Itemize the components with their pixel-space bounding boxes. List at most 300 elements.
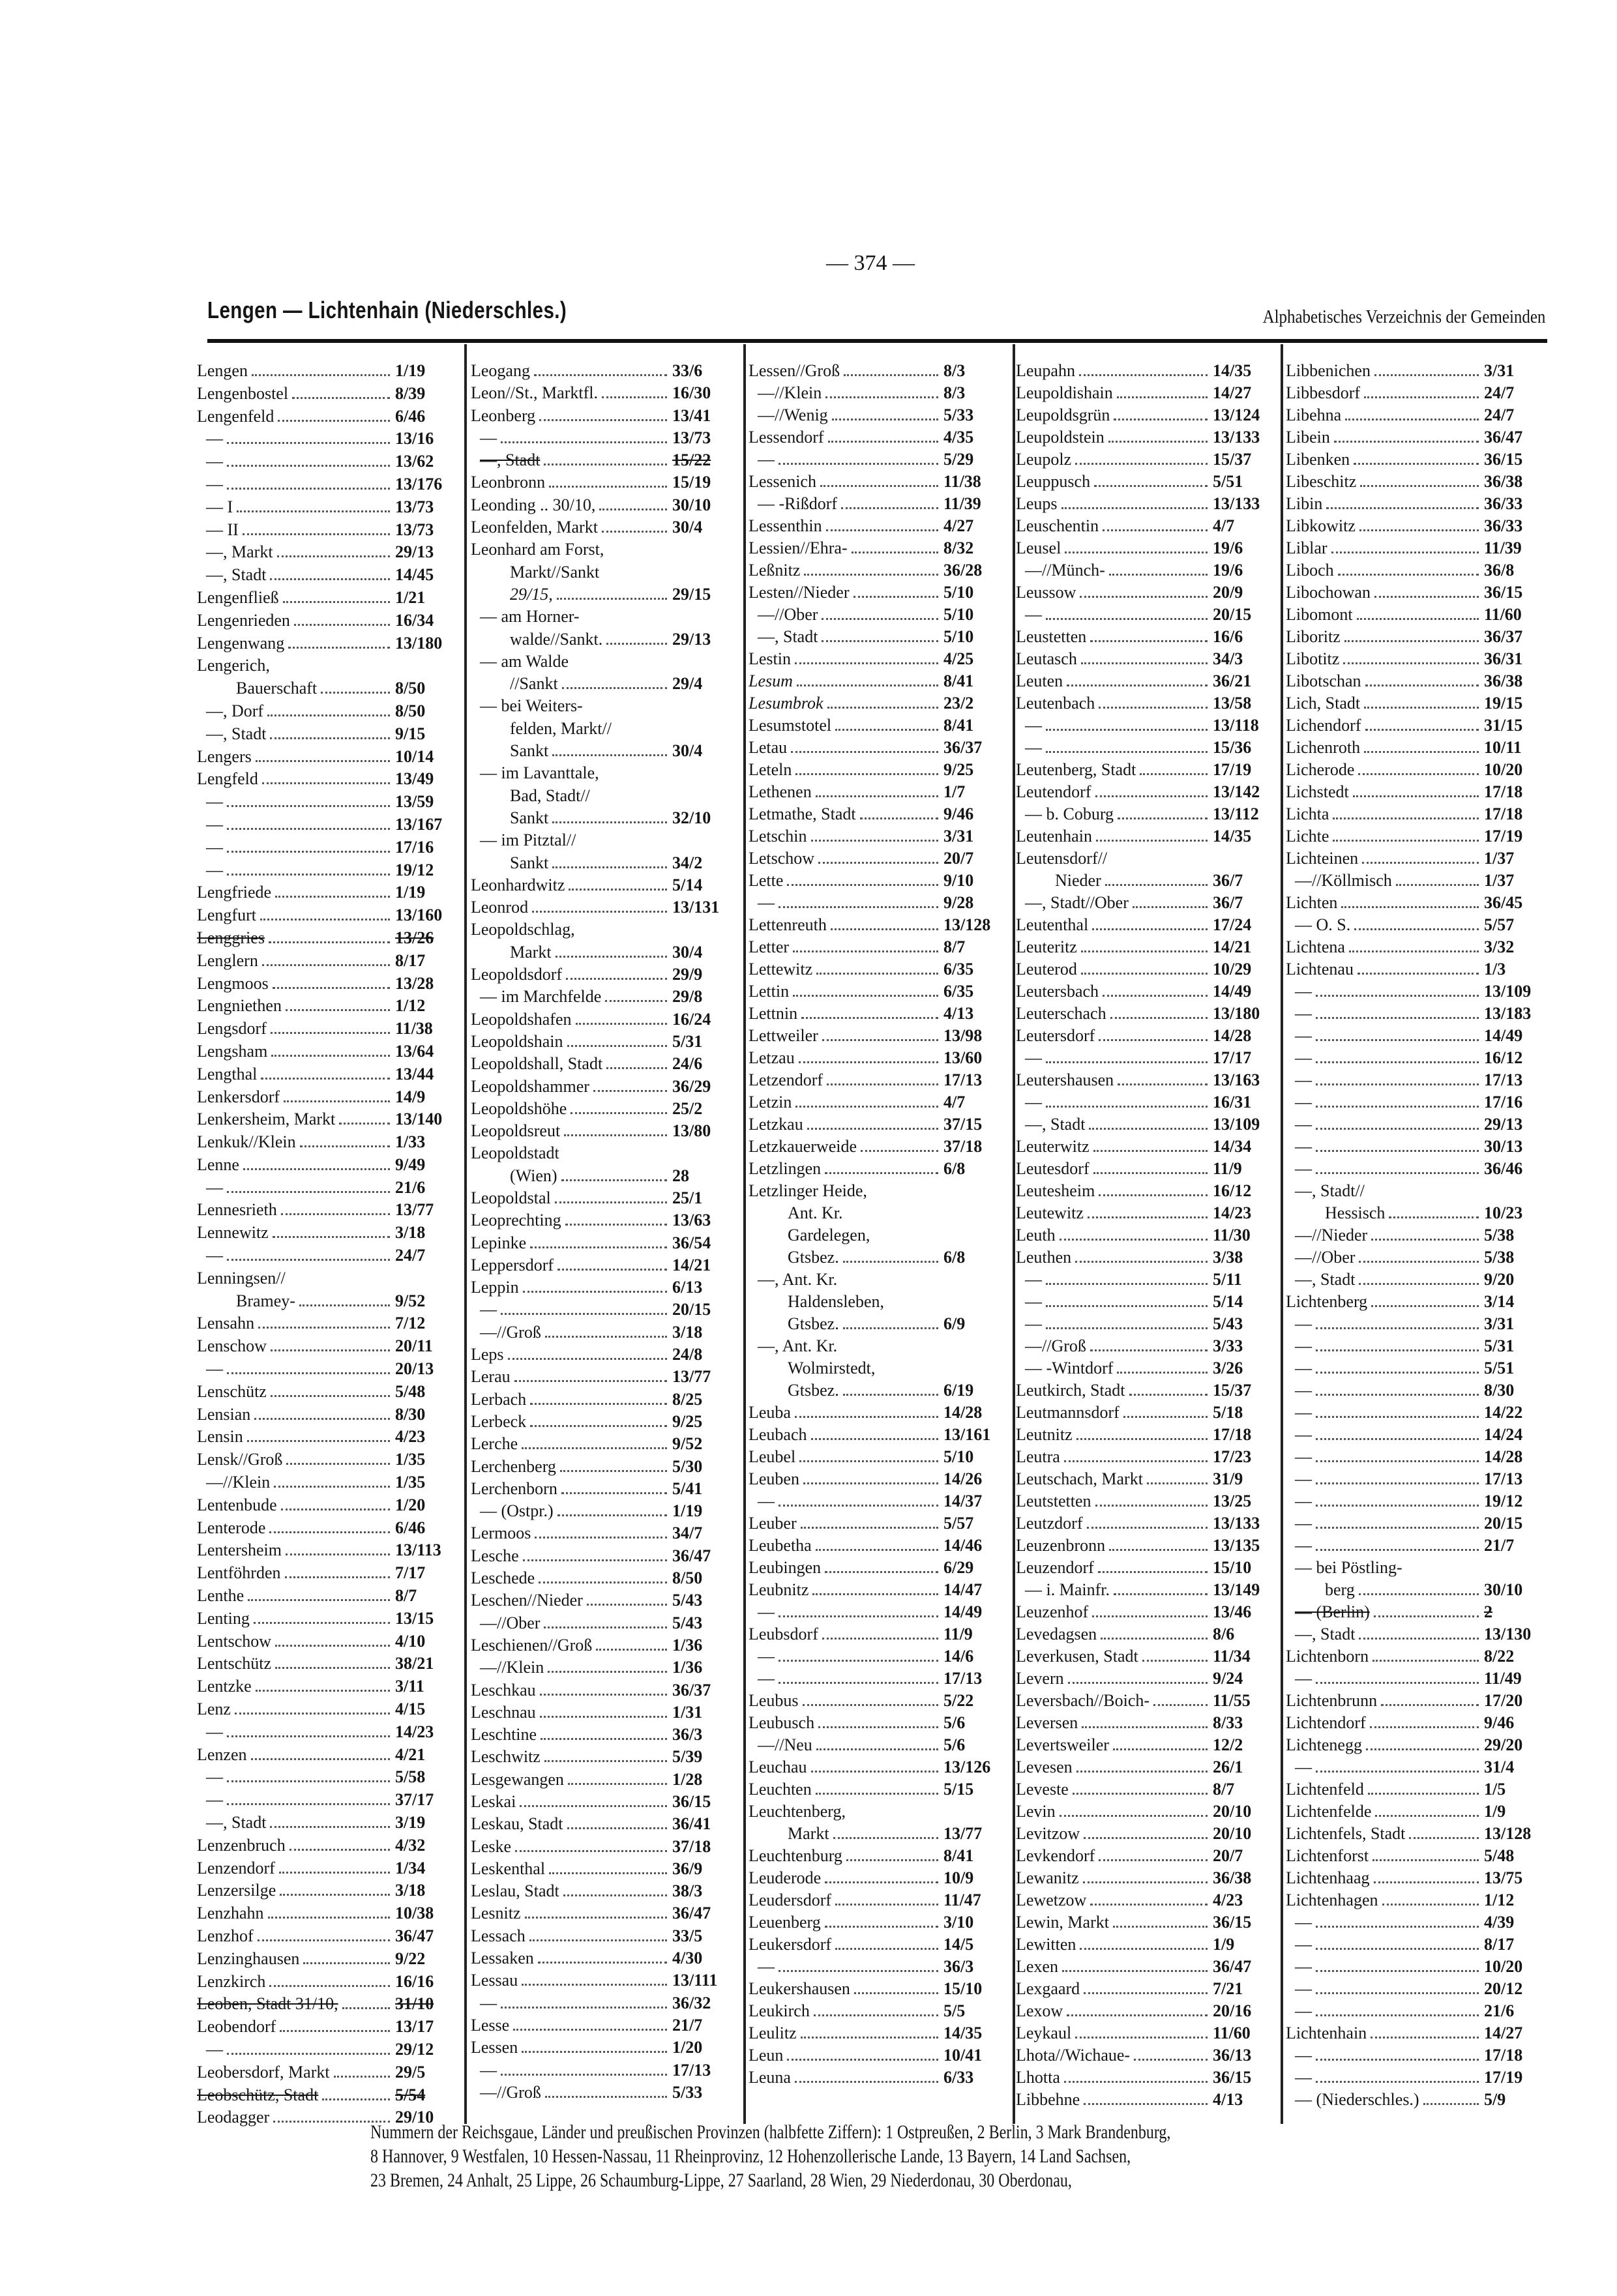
entry-reference: 15/10	[943, 1979, 983, 1998]
leader-dots	[1316, 2014, 1479, 2016]
leader-dots	[779, 1970, 938, 1972]
entry-reference: 13/128	[943, 915, 991, 934]
leader-dots	[561, 1179, 667, 1181]
entry-reference: 4/25	[943, 649, 974, 668]
index-entry	[471, 1411, 735, 1433]
leader-dots	[1081, 950, 1208, 952]
entry-reference: 11/30	[1213, 1226, 1251, 1244]
entry-name: Leodagger	[197, 2108, 270, 2127]
entry-reference: 13/98	[943, 1026, 983, 1045]
entry-reference: 1/37	[1484, 849, 1515, 868]
index-entry	[197, 1993, 458, 2016]
entry-reference: 33/6	[672, 361, 703, 380]
entry-reference: 3/18	[672, 1322, 703, 1342]
entry-reference: 36/3	[943, 1957, 974, 1976]
entry-name: — i. Mainfr.	[1025, 1580, 1110, 1599]
index-entry	[1286, 692, 1547, 714]
index-entry	[749, 1734, 1006, 1756]
entry-reference: 11/38	[395, 1019, 433, 1038]
entry-name: Leske	[471, 1836, 512, 1856]
index-entry	[1016, 847, 1275, 870]
index-entry	[197, 405, 458, 428]
entry-name: Letzlingen	[749, 1159, 822, 1178]
index-entry	[749, 1357, 1006, 1379]
index-entry	[471, 583, 735, 606]
leader-dots	[523, 1559, 667, 1561]
entry-reference: 3/18	[395, 1223, 426, 1243]
leader-dots	[1060, 1239, 1208, 1241]
entry-reference: 6/8	[943, 1248, 966, 1267]
index-entry	[749, 1379, 1006, 1402]
entry-name: (Wien)	[510, 1166, 557, 1185]
entry-reference: 13/58	[1213, 694, 1252, 713]
entry-reference: 8/3	[943, 383, 966, 402]
entry-reference: 20/7	[1213, 1846, 1243, 1865]
entry-reference: 11/9	[943, 1625, 973, 1643]
leader-dots	[566, 978, 667, 980]
entry-name: Lenglern	[197, 950, 258, 970]
leader-dots	[1088, 1216, 1208, 1218]
entry-name: Libehna	[1286, 405, 1342, 424]
entry-reference: 1/37	[1484, 871, 1515, 890]
entry-name: Leonfelden, Markt	[471, 518, 598, 537]
index-entry	[1286, 1357, 1547, 1379]
index-entry	[471, 941, 735, 964]
leader-dots	[818, 862, 938, 864]
leader-dots	[275, 1667, 390, 1669]
entry-name: Leuterod	[1016, 960, 1077, 979]
leader-dots	[286, 1463, 390, 1465]
entry-name: Lenkersheim, Markt	[197, 1110, 336, 1129]
entry-name: Leonberg	[471, 405, 536, 425]
leader-dots	[1046, 1305, 1208, 1307]
index-entry	[1286, 1801, 1547, 1823]
entry-name: —	[1295, 2046, 1312, 2065]
leader-dots	[271, 1395, 390, 1397]
entry-reference: 14/27	[1213, 383, 1252, 402]
entry-reference: 24/7	[1484, 383, 1515, 402]
index-entry	[197, 587, 458, 610]
leader-dots	[549, 486, 667, 488]
entry-reference: 13/77	[395, 1200, 434, 1220]
entry-reference: 13/163	[1213, 1070, 1260, 1089]
entry-reference: 14/49	[1213, 982, 1252, 1001]
index-entry	[1286, 1402, 1547, 1424]
entry-name: Lentschütz	[197, 1654, 272, 1673]
leader-dots	[1046, 729, 1208, 731]
entry-reference: 13/77	[672, 1367, 711, 1387]
entry-reference: 14/6	[943, 1647, 974, 1666]
entry-reference: 36/47	[672, 1904, 711, 1923]
entry-reference: 14/21	[1213, 937, 1252, 956]
entry-name: —	[480, 1300, 497, 1319]
entry-reference: 1/5	[1484, 1780, 1506, 1799]
entry-reference: 20/11	[395, 1336, 433, 1356]
index-entry	[471, 538, 735, 561]
leader-dots	[844, 374, 938, 376]
index-entry	[749, 1224, 1006, 1246]
leader-dots	[269, 941, 390, 943]
entry-name: Lichte	[1286, 827, 1329, 846]
entry-reference: 29/12	[395, 2039, 434, 2059]
entry-name: — bei Weiters-	[480, 696, 583, 716]
leader-dots	[841, 507, 938, 509]
leader-dots	[256, 760, 390, 762]
leader-dots	[227, 442, 390, 444]
leader-dots	[1316, 1460, 1479, 1462]
entry-name: Leutenbach	[1016, 694, 1095, 713]
entry-reference: 26/1	[1213, 1758, 1243, 1776]
leader-dots	[799, 1460, 938, 1462]
entry-name: Leutzdorf	[1016, 1514, 1083, 1533]
entry-reference: 6/46	[395, 1518, 426, 1537]
leader-dots	[1333, 840, 1479, 842]
index-entry	[749, 360, 1006, 382]
entry-name: Letzendorf	[749, 1070, 823, 1089]
entry-name: —//Nieder	[1295, 1226, 1368, 1244]
entry-reference: 8/50	[672, 1568, 703, 1588]
leader-dots	[1090, 1349, 1208, 1351]
entry-reference: 36/15	[1213, 1913, 1252, 1932]
entry-reference: 11/55	[1213, 1691, 1251, 1710]
leader-dots	[280, 2030, 390, 2032]
entry-name: Leutesdorf	[1016, 1159, 1090, 1178]
index-entry	[749, 1756, 1006, 1778]
leader-dots	[501, 2007, 667, 2009]
entry-reference: 17/19	[1213, 760, 1252, 779]
leader-dots	[252, 374, 390, 376]
entry-name: —	[1295, 1093, 1312, 1111]
entry-reference: 4/10	[395, 1631, 426, 1651]
entry-reference: 3/11	[395, 1677, 424, 1696]
leader-dots	[1046, 1106, 1208, 1108]
index-entry	[197, 496, 458, 519]
entry-name: —, Stadt	[1025, 1115, 1086, 1134]
index-entry	[471, 1142, 735, 1164]
leader-dots	[1081, 973, 1208, 975]
entry-name: —	[206, 1767, 223, 1787]
index-entry	[749, 1911, 1006, 1934]
entry-reference: 13/63	[672, 1211, 711, 1230]
leader-dots	[1316, 1926, 1479, 1928]
entry-name: walde//Sankt.	[510, 629, 603, 649]
entry-name: Leuna	[749, 2068, 791, 2087]
leader-dots	[1123, 1416, 1208, 1418]
entry-reference: 5/38	[1484, 1226, 1515, 1244]
entry-name: Lewin, Markt	[1016, 1913, 1109, 1932]
index-entry	[1286, 426, 1547, 449]
index-entry	[471, 1679, 735, 1701]
entry-name: Leupoldishain	[1016, 383, 1113, 402]
entry-reference: 13/26	[395, 928, 434, 947]
index-entry	[1286, 1956, 1547, 1978]
leader-dots	[1316, 1039, 1479, 1041]
entry-name: Lenzen	[197, 1744, 247, 1764]
leader-dots	[243, 533, 390, 535]
leader-dots	[1075, 463, 1208, 465]
leader-dots	[1099, 1859, 1208, 1861]
index-entry	[197, 1244, 458, 1267]
entry-reference: 3/33	[1213, 1336, 1243, 1355]
entry-reference: 28	[672, 1166, 689, 1185]
entry-reference: 37/17	[395, 1790, 434, 1810]
leader-dots	[795, 662, 938, 664]
index-entry	[1016, 714, 1275, 737]
entry-name: —	[1025, 1048, 1042, 1067]
leader-dots	[1354, 463, 1479, 465]
index-entry	[749, 1690, 1006, 1712]
leader-dots	[1423, 2103, 1479, 2105]
entry-name: Lichenroth	[1286, 738, 1361, 757]
entry-reference: 5/10	[943, 583, 974, 602]
entry-name: Libotitz	[1286, 649, 1340, 668]
entry-name: Lichtenau	[1286, 960, 1354, 979]
entry-reference: 36/37	[672, 1680, 711, 1700]
entry-name: Lenz	[197, 1700, 231, 1719]
entry-reference: 11/47	[943, 1891, 981, 1909]
entry-reference: 13/109	[1484, 982, 1532, 1001]
leader-dots	[247, 1440, 390, 1442]
entry-name: Lich, Stadt	[1286, 694, 1361, 713]
index-entry	[1286, 1690, 1547, 1712]
index-entry	[471, 405, 735, 427]
leader-dots	[1099, 1039, 1208, 1041]
entry-name: Lesche	[471, 1546, 519, 1565]
entry-name: —	[1295, 1758, 1312, 1776]
entry-reference: 14/27	[1484, 2024, 1523, 2042]
entry-name: Libbenichen	[1286, 361, 1371, 380]
entry-name: Leuppusch	[1016, 472, 1091, 491]
entry-reference: 13/180	[1213, 1004, 1260, 1023]
index-entry	[749, 648, 1006, 670]
entry-name: Leubel	[749, 1447, 796, 1466]
leader-dots	[1075, 2037, 1208, 2038]
entry-reference: 5/10	[943, 627, 974, 646]
leader-dots	[227, 805, 390, 807]
entry-reference: 5/33	[672, 2082, 703, 2102]
entry-reference: 14/35	[1213, 361, 1252, 380]
index-entry	[749, 737, 1006, 759]
entry-reference: 17/18	[1484, 782, 1523, 801]
entry-reference: 36/3	[672, 1725, 703, 1744]
leader-dots	[501, 1313, 667, 1315]
leader-dots	[795, 773, 938, 775]
entry-name: —, Ant. Kr.	[758, 1336, 838, 1355]
leader-dots	[1316, 1549, 1479, 1551]
leader-dots	[779, 1682, 938, 1684]
entry-reference: 32/10	[672, 808, 711, 827]
index-entry	[471, 1254, 735, 1276]
entry-reference: 17/18	[1484, 2046, 1523, 2065]
entry-name: Letzlinger Heide,	[749, 1181, 867, 1200]
leader-dots	[1080, 596, 1208, 598]
leader-dots	[539, 1582, 667, 1583]
index-entry	[471, 1187, 735, 1209]
index-entry	[1016, 1202, 1275, 1224]
entry-name: —, Stadt//	[1295, 1181, 1365, 1200]
entry-name: Leonbronn	[471, 473, 546, 492]
leader-dots	[803, 1482, 938, 1484]
index-entry	[749, 493, 1006, 515]
entry-name: Leukershausen	[749, 1979, 850, 1998]
entry-name: Lichtena	[1286, 937, 1345, 956]
leader-dots	[816, 1748, 938, 1750]
index-entry	[749, 914, 1006, 936]
leader-dots	[811, 1771, 938, 1773]
leader-dots	[342, 2007, 390, 2009]
leader-dots	[1118, 1083, 1208, 1085]
index-entry	[197, 1494, 458, 1517]
entry-name: Leppin	[471, 1278, 519, 1297]
entry-reference: 9/46	[943, 804, 974, 823]
entry-name: Leopoldshöhe	[471, 1098, 567, 1118]
entry-reference: 13/112	[1213, 804, 1259, 823]
index-entry	[197, 1063, 458, 1086]
leader-dots	[1082, 1726, 1208, 1728]
leader-dots	[262, 964, 390, 966]
entry-name: Lenterode	[197, 1518, 266, 1537]
entry-name: Lettewitz	[749, 960, 813, 979]
entry-reference: 8/41	[943, 671, 974, 690]
entry-name: Lenschütz	[197, 1381, 267, 1401]
entry-name: Leussow	[1016, 583, 1076, 602]
index-entry	[197, 677, 458, 700]
index-entry	[197, 1879, 458, 1902]
entry-reference: 7/21	[1213, 1979, 1243, 1998]
entry-reference: 9/15	[395, 724, 426, 743]
index-entry	[749, 1113, 1006, 1136]
entry-name: Leubnitz	[749, 1580, 809, 1599]
entry-name: —	[1025, 1292, 1042, 1311]
leader-dots	[299, 1304, 390, 1306]
entry-reference: 17/18	[1484, 804, 1523, 823]
index-entry	[471, 1456, 735, 1478]
index-entry	[1286, 914, 1547, 936]
entry-reference: 4/13	[1213, 2090, 1243, 2109]
leader-dots	[339, 1123, 390, 1125]
entry-reference: 20/10	[1213, 1802, 1252, 1821]
leader-dots	[539, 419, 667, 421]
entry-reference: 17/20	[1484, 1691, 1523, 1710]
index-entry	[1016, 1379, 1275, 1402]
entry-name: Leoben, Stadt 31/10,	[197, 1994, 338, 2014]
index-entry	[1286, 626, 1547, 648]
leader-dots	[567, 1827, 667, 1829]
entry-name: Leusel	[1016, 538, 1061, 557]
entry-reference: 1/12	[1484, 1891, 1515, 1909]
entry-name: — (Ostpr.)	[480, 1501, 554, 1521]
entry-name: —	[1295, 982, 1312, 1001]
entry-name: Leutershausen	[1016, 1070, 1114, 1089]
leader-dots	[1095, 1505, 1208, 1507]
leader-dots	[1368, 1793, 1479, 1795]
leader-dots	[523, 1291, 667, 1293]
index-entry	[749, 1047, 1006, 1069]
entry-name: Lenzersilge	[197, 1881, 276, 1900]
entry-name: Sankt	[510, 741, 549, 761]
index-entry	[197, 1449, 458, 1471]
index-entry	[749, 1136, 1006, 1158]
entry-reference: 36/33	[1484, 516, 1523, 535]
leader-dots	[1133, 906, 1208, 908]
entry-name: —	[206, 1359, 223, 1379]
leader-dots	[563, 1894, 667, 1896]
entry-reference: 13/180	[395, 633, 443, 653]
entry-name: Leßnitz	[749, 561, 801, 580]
entry-name: Lesse	[471, 2015, 510, 2035]
entry-reference: 8/17	[1484, 1935, 1515, 1954]
entry-name: —	[1295, 1314, 1312, 1333]
index-entry	[197, 1721, 458, 1744]
index-entry	[1286, 870, 1547, 892]
index-entry	[197, 1131, 458, 1154]
index-entry	[749, 1934, 1006, 1956]
index-entry	[749, 626, 1006, 648]
entry-reference: 5/29	[943, 450, 974, 469]
leader-dots	[513, 2029, 667, 2031]
entry-name: —	[758, 450, 775, 469]
index-entry	[1016, 1269, 1275, 1291]
entry-reference: 16/31	[1213, 1093, 1252, 1111]
leader-dots	[826, 529, 938, 531]
entry-name: Lenthe	[197, 1586, 245, 1606]
index-entry	[471, 1366, 735, 1388]
entry-name: Leversen	[1016, 1713, 1078, 1732]
entry-name: —	[1295, 1425, 1312, 1444]
entry-reference: 36/28	[943, 561, 983, 580]
entry-reference: 30/4	[672, 518, 703, 537]
index-entry	[197, 2084, 458, 2107]
index-entry	[1016, 1224, 1275, 1246]
entry-reference: 9/20	[1484, 1270, 1515, 1289]
leader-dots	[541, 1738, 667, 1740]
entry-name: Lenting	[197, 1608, 250, 1628]
entry-name: —	[480, 2060, 497, 2080]
entry-name: Lengenwang	[197, 633, 285, 653]
entry-reference: 19/6	[1213, 538, 1243, 557]
entry-reference: 8/32	[943, 538, 974, 557]
leader-dots	[270, 578, 390, 580]
entry-name: Lichta	[1286, 804, 1329, 823]
leader-dots	[1067, 2014, 1208, 2016]
entry-name: Lengfeld	[197, 769, 258, 789]
entry-name: Levesen	[1016, 1758, 1073, 1776]
entry-name: —//Wenig	[758, 405, 828, 424]
page-number: — 374 —	[826, 251, 915, 275]
leader-dots	[334, 2076, 390, 2078]
entry-name: Leutensdorf//	[1016, 849, 1108, 868]
entry-name: Leuchtenberg,	[749, 1802, 846, 1821]
entry-name: Lestin	[749, 649, 791, 668]
leader-dots	[835, 1948, 938, 1950]
entry-name: Lerbach	[471, 1389, 527, 1409]
leader-dots	[1374, 374, 1479, 376]
index-entry	[1286, 1047, 1547, 1069]
entry-reference: 5/48	[395, 1381, 426, 1401]
leader-dots	[552, 754, 667, 756]
entry-name: Lesumbrok	[749, 694, 823, 713]
leader-dots	[544, 1626, 667, 1628]
entry-reference: 8/7	[1213, 1780, 1235, 1799]
entry-name: Leobersdorf, Markt	[197, 2062, 330, 2082]
index-entry	[471, 1925, 735, 1947]
index-entry	[197, 1290, 458, 1313]
leader-dots	[552, 866, 667, 868]
entry-reference: 11/60	[1213, 2024, 1251, 2042]
entry-name: Leteln	[749, 760, 792, 779]
index-entry	[197, 1539, 458, 1562]
entry-reference: 1/3	[1484, 960, 1506, 979]
